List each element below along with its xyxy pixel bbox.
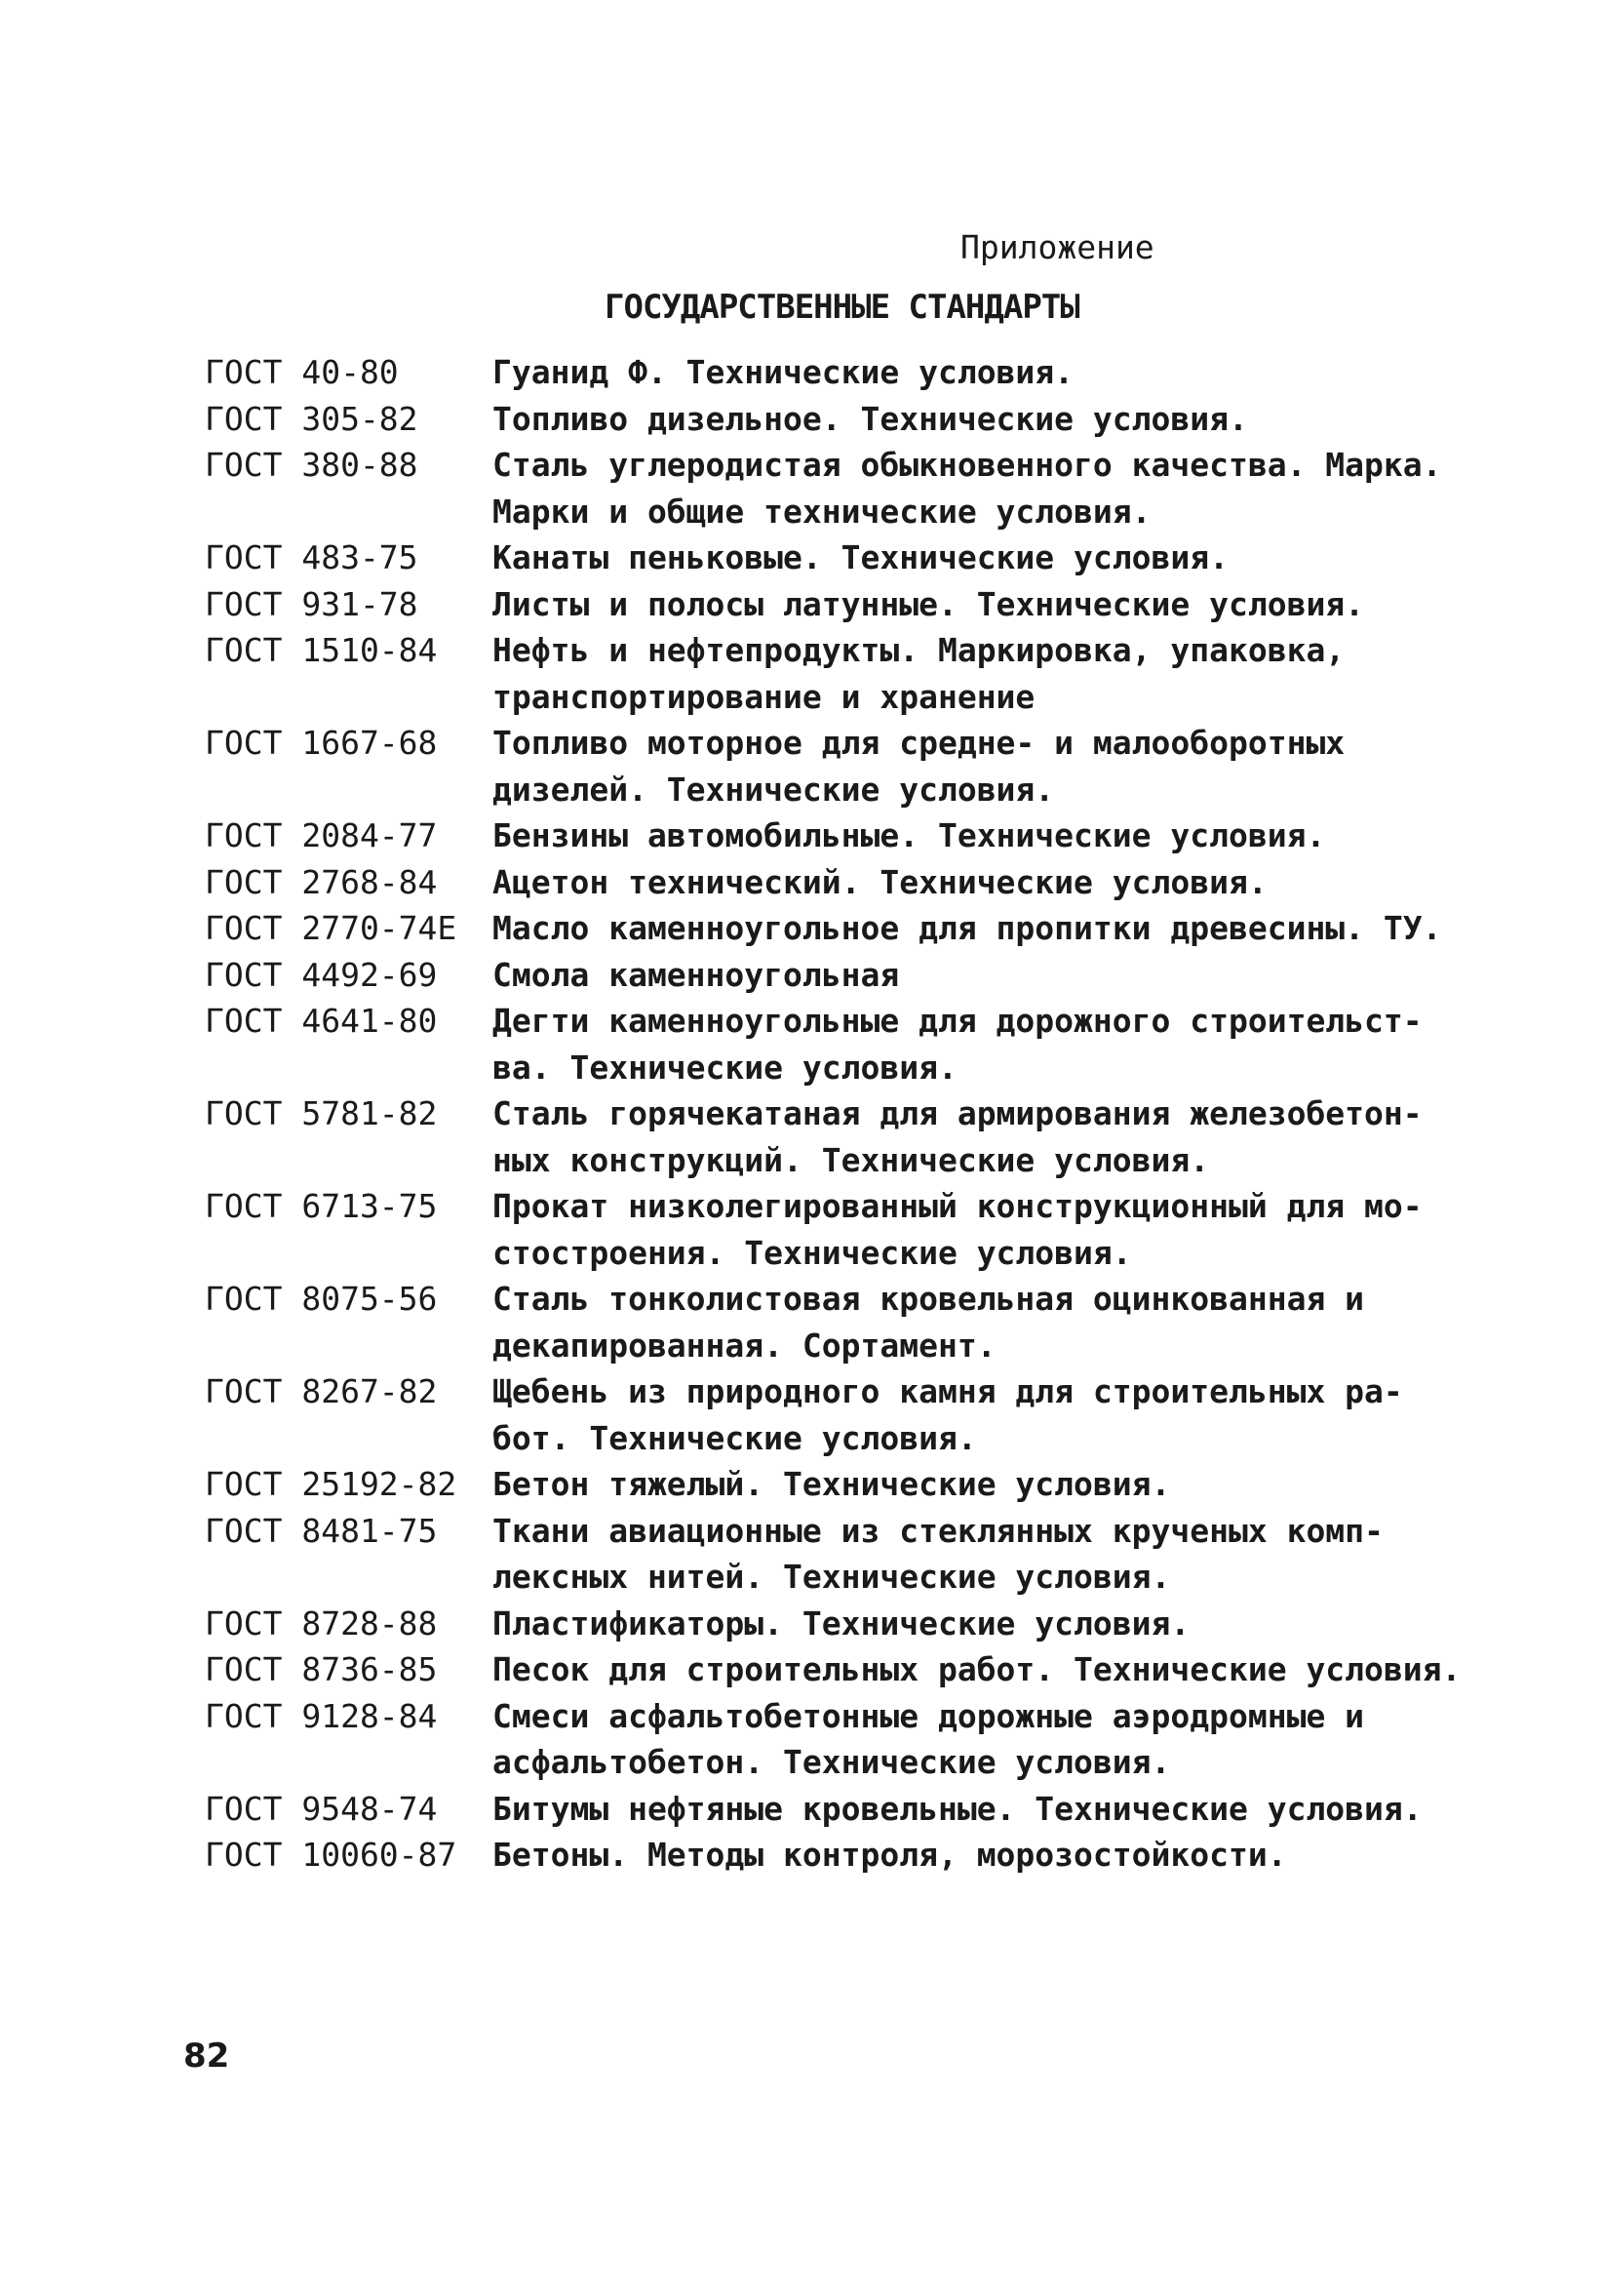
standard-description <box>492 1461 1472 1508</box>
standard-code: ГОСТ 305-82 <box>205 399 418 438</box>
description-line: декапированная. Сортамент. <box>492 1326 997 1365</box>
description-line: ных конструкций. Технические условия. <box>492 1140 1210 1179</box>
description-line: Щебень из природного камня для строительных ра- <box>492 1372 1403 1410</box>
standard-description <box>492 1368 1472 1461</box>
standard-description <box>492 627 1472 720</box>
description-line: Канаты пеньковые. Технические условия. <box>492 538 1229 576</box>
standard-description <box>492 396 1472 443</box>
description-line: бот. Технические условия. <box>492 1418 977 1457</box>
standard-entry <box>205 952 1472 999</box>
standard-code: ГОСТ 2084-77 <box>205 816 438 854</box>
standard-entry <box>205 859 1472 906</box>
standard-description <box>492 1646 1472 1693</box>
standard-description <box>492 1508 1472 1601</box>
standard-code: ГОСТ 2768-84 <box>205 862 438 901</box>
standard-description <box>492 1183 1472 1276</box>
description-line: Марки и общие технические условия. <box>492 492 1152 531</box>
description-line: Прокат низколегированный конструкционный для мо- <box>492 1187 1423 1225</box>
standard-entry <box>205 1368 1472 1461</box>
standards-list <box>205 349 1472 1879</box>
standard-code: ГОСТ 1667-68 <box>205 724 438 762</box>
standard-description <box>492 349 1472 396</box>
standard-description <box>492 1832 1472 1879</box>
description-line: ва. Технические условия. <box>492 1048 958 1087</box>
standard-code: ГОСТ 8267-82 <box>205 1372 438 1410</box>
standard-entry <box>205 1461 1472 1508</box>
standard-code: ГОСТ 931-78 <box>205 584 418 623</box>
description-line: стостроения. Технические условия. <box>492 1233 1132 1272</box>
standard-description <box>492 859 1472 906</box>
standard-code: ГОСТ 9128-84 <box>205 1696 438 1735</box>
description-line: асфальтобетон. Технические условия. <box>492 1743 1171 1781</box>
standard-description <box>492 812 1472 859</box>
standard-code: ГОСТ 9548-74 <box>205 1789 438 1828</box>
standard-code: ГОСТ 1510-84 <box>205 631 438 669</box>
standard-code: ГОСТ 6713-75 <box>205 1187 438 1225</box>
standard-entry <box>205 1183 1472 1276</box>
description-line: Сталь углеродистая обыкновенного качества. Марка. <box>492 446 1442 484</box>
standard-entry <box>205 1090 1472 1183</box>
description-line: Топливо моторное для средне- и малооборотных <box>492 724 1346 762</box>
description-line: Масло каменноугольное для пропитки древесины. ТУ. <box>492 909 1442 947</box>
description-line: Бетоны. Методы контроля, морозостойкости. <box>492 1836 1287 1874</box>
standard-description <box>492 1276 1472 1368</box>
standard-entry <box>205 1786 1472 1833</box>
description-line: Листы и полосы латунные. Технические условия. <box>492 584 1365 623</box>
description-line: Топливо дизельное. Технические условия. <box>492 399 1248 438</box>
standard-entry <box>205 534 1472 581</box>
standard-entry <box>205 396 1472 443</box>
description-line: Битумы нефтяные кровельные. Технические условия. <box>492 1789 1423 1828</box>
standard-entry <box>205 720 1472 812</box>
standard-code: ГОСТ 10060-87 <box>205 1836 457 1874</box>
description-line: транспортирование и хранение <box>492 677 1036 716</box>
description-line: Ацетон технический. Технические условия. <box>492 862 1268 901</box>
standard-entry <box>205 1693 1472 1786</box>
description-line: дизелей. Технические условия. <box>492 770 1055 809</box>
standard-code: ГОСТ 8481-75 <box>205 1511 438 1550</box>
description-line: Смеси асфальтобетонные дорожные аэродромные и <box>492 1696 1365 1735</box>
standard-entry <box>205 1276 1472 1368</box>
standard-code: ГОСТ 2770-74Е <box>205 909 457 947</box>
description-line: Песок для строительных работ. Технические условия. <box>492 1650 1462 1688</box>
description-line: Сталь тонколистовая кровельная оцинкованная и <box>492 1280 1365 1318</box>
standard-code: ГОСТ 5781-82 <box>205 1094 438 1132</box>
description-line: Сталь горячекатаная для армирования железобетон- <box>492 1094 1423 1132</box>
standard-code: ГОСТ 8728-88 <box>205 1603 438 1643</box>
standard-description <box>492 581 1472 628</box>
description-line: Смола каменноугольная <box>492 955 900 994</box>
description-line: Бензины автомобильные. Технические условия. <box>492 816 1326 854</box>
standard-entry <box>205 442 1472 534</box>
standard-code: ГОСТ 4641-80 <box>205 1002 438 1040</box>
standard-code: ГОСТ 380-88 <box>205 446 418 484</box>
description-line: лексных нитей. Технические условия. <box>492 1558 1171 1596</box>
standard-entry <box>205 1832 1472 1879</box>
standard-description <box>492 1601 1472 1647</box>
standard-description <box>492 952 1472 999</box>
standard-entry <box>205 349 1472 396</box>
standard-description <box>492 1786 1472 1833</box>
standard-description <box>492 1693 1472 1786</box>
standard-entry <box>205 905 1472 952</box>
description-line: Бетон тяжелый. Технические условия. <box>492 1465 1171 1503</box>
page-title: ГОСУДАРСТВЕННЫЕ СТАНДАРТЫ <box>605 288 1079 327</box>
standard-entry <box>205 812 1472 859</box>
description-line: Нефть и нефтепродукты. Маркировка, упаковка, <box>492 631 1346 669</box>
description-line: Пластификаторы. Технические условия. <box>492 1603 1191 1643</box>
description-line: Ткани авиационные из стеклянных крученых комп- <box>492 1511 1384 1550</box>
description-line: Гуанид Ф. Технические условия. <box>492 353 1075 391</box>
standard-entry <box>205 1646 1472 1693</box>
standard-entry <box>205 627 1472 720</box>
page-number: 82 <box>183 2037 230 2076</box>
standard-entry <box>205 1601 1472 1647</box>
standard-code: ГОСТ 483-75 <box>205 538 418 576</box>
standard-description <box>492 998 1472 1090</box>
appendix-label: Приложение <box>960 228 1154 266</box>
standard-description <box>492 1090 1472 1183</box>
standard-code: ГОСТ 40-80 <box>205 353 399 391</box>
standard-description <box>492 720 1472 812</box>
standard-code: ГОСТ 4492-69 <box>205 955 438 994</box>
standard-code: ГОСТ 8736-85 <box>205 1650 438 1688</box>
standard-description <box>492 534 1472 581</box>
standard-entry <box>205 581 1472 628</box>
description-line: Дегти каменноугольные для дорожного строительст- <box>492 1002 1423 1040</box>
standard-description <box>492 442 1472 534</box>
standard-entry <box>205 998 1472 1090</box>
standard-entry <box>205 1508 1472 1601</box>
standard-code: ГОСТ 25192-82 <box>205 1465 457 1503</box>
standard-description <box>492 905 1472 952</box>
standard-code: ГОСТ 8075-56 <box>205 1280 438 1318</box>
